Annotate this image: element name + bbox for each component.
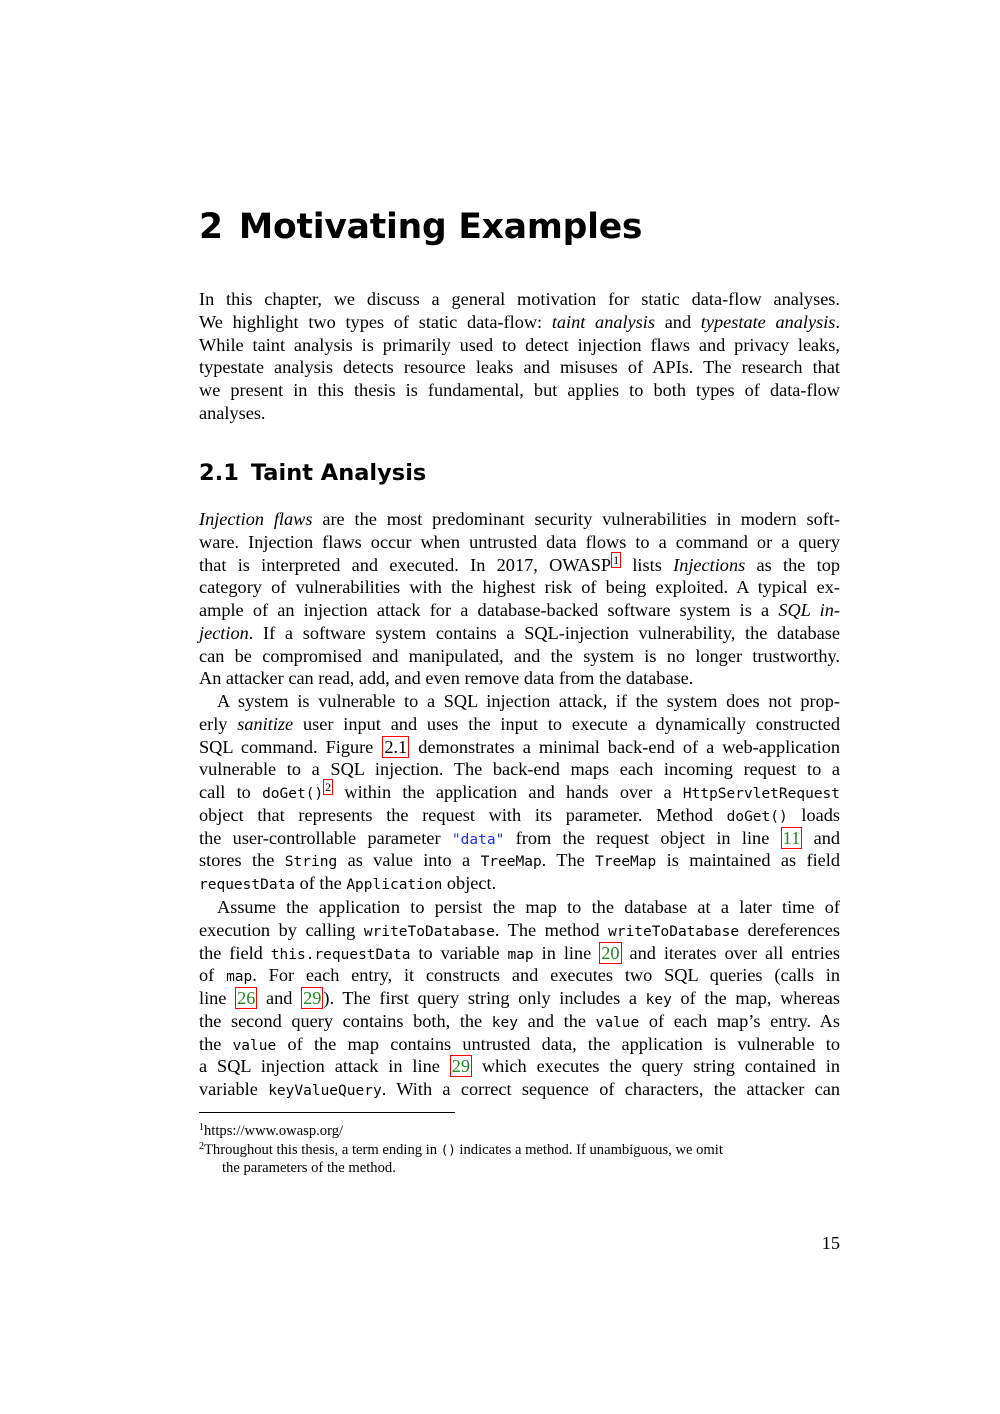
footnote-2: [199, 1138, 840, 1177]
text-run: the user-controllable parameter: [199, 827, 452, 848]
text-run: call to: [199, 782, 263, 802]
text-line: vulnerable to a SQL injection. The back-end maps each incoming request to a: [199, 759, 840, 780]
emphasis-taint-analysis: taint analysis: [551, 311, 655, 332]
code-map: map: [226, 969, 253, 986]
page-number: 15: [821, 1233, 840, 1253]
line-ref-29[interactable]: 29: [451, 1056, 471, 1077]
chapter-title: [199, 207, 642, 247]
text-line: [199, 781, 840, 804]
line-ref-26[interactable]: 26: [237, 988, 256, 1008]
section-title-text: Taint Analysis: [250, 460, 427, 486]
line-ref-20[interactable]: 20: [601, 942, 620, 963]
emphasis-jection: jection: [199, 622, 249, 643]
emphasis-injection-flaws: Injection flaws: [199, 509, 313, 529]
footnote-rule: [199, 1112, 455, 1113]
text-line: [199, 1055, 840, 1078]
code-string: String: [284, 854, 338, 871]
footnote-link-owasp[interactable]: https://www.owasp.org/: [204, 1123, 344, 1139]
code-writetodatabase: writeToDatabase: [608, 923, 740, 940]
text-line: typestate analysis detects resource leaks and misuses of APIs. The research that: [199, 357, 840, 378]
code-string-data: "data": [451, 831, 505, 848]
line-ref-11[interactable]: 11: [782, 827, 801, 848]
text-run: to variable: [410, 942, 508, 963]
text-line: [199, 987, 840, 1010]
text-run: line: [199, 988, 236, 1008]
text-run: a SQL injection attack in line: [199, 1056, 450, 1077]
text-run: are the most predominant security vulnerabilities in modern soft-: [312, 509, 840, 529]
paragraph-injection-flaws: [199, 508, 840, 690]
text-run: object that represents the request with its parameter. Method: [199, 804, 727, 825]
code-doget: doGet(): [726, 808, 788, 825]
text-run: of: [199, 965, 227, 986]
footnote-1: [199, 1119, 840, 1140]
text-run: and: [654, 311, 701, 332]
text-run: which executes the query string contained in: [472, 1056, 841, 1077]
text-line: [199, 554, 840, 577]
text-line: [199, 804, 840, 827]
text-line: While taint analysis is primarily used to detect injection flaws and privacy leaks,: [199, 334, 840, 355]
text-run: indicates a method. If unambiguous, we omit: [455, 1142, 723, 1158]
section-number: 2.1: [199, 460, 239, 486]
text-line: [199, 1078, 840, 1101]
footnote-line: the parameters of the method.: [222, 1160, 396, 1176]
text-run: of the map, whereas: [671, 988, 840, 1008]
text-run: of each map’s entry. As: [639, 1010, 840, 1031]
text-line: analyses.: [199, 402, 266, 423]
code-writetodatabase: writeToDatabase: [363, 923, 495, 940]
emphasis-typestate-analysis: typestate analysis: [700, 311, 836, 332]
code-this-requestdata: this.requestData: [270, 946, 411, 963]
text-run: variable: [199, 1079, 269, 1099]
text-run: .: [835, 311, 840, 332]
code-keyvaluequery: keyValueQuery: [268, 1083, 382, 1099]
text-run: . The method: [494, 919, 609, 940]
chapter-number: 2: [199, 207, 223, 247]
text-line: ware. Injection flaws occur when untrusted data flows to a command or a query: [199, 531, 840, 552]
text-run: . With a correct sequence of characters, the attacker can: [381, 1079, 840, 1099]
text-line: [199, 622, 840, 645]
text-line: [199, 508, 840, 531]
text-line: [199, 827, 840, 850]
text-run: ). The first query string only includes a: [323, 988, 646, 1008]
paragraph-write-to-database: [199, 896, 840, 1101]
text-run: the field: [199, 942, 271, 963]
figure-ref-2-1[interactable]: 2.1: [384, 736, 408, 757]
text-run: We highlight two types of static data-flow:: [199, 311, 552, 332]
text-run: the second query contains both, the: [199, 1010, 492, 1031]
footnote-mark: 2: [199, 1141, 204, 1152]
text-run: erly: [199, 713, 238, 734]
text-run: and the: [517, 1010, 596, 1031]
text-run: and: [802, 827, 841, 848]
text-line: A system is vulnerable to a SQL injection attack, if the system does not prop-: [217, 691, 840, 711]
section-title: [199, 460, 426, 486]
text-line: [199, 1010, 840, 1033]
text-run: SQL command. Figure: [199, 736, 382, 757]
emphasis-injections: Injections: [673, 554, 746, 575]
text-run: is maintained as field: [656, 850, 840, 871]
text-run: as value into a: [337, 850, 481, 871]
text-run: . The: [541, 850, 596, 871]
text-line: An attacker can read, add, and even remove data from the database.: [199, 668, 694, 689]
code-parens: (): [440, 1142, 456, 1157]
footnote-ref-2[interactable]: 2: [325, 780, 332, 794]
text-line: category of vulnerabilities with the highest risk of being exploited. A typical ex-: [199, 577, 840, 598]
text-run: user input and uses the input to execute a dynamically constructed: [293, 713, 840, 734]
text-line: [199, 942, 840, 965]
intro-paragraph: [199, 288, 840, 425]
text-line: [199, 311, 840, 334]
text-line: In this chapter, we discuss a general motivation for static data-flow analyses.: [199, 289, 840, 309]
text-run: that is interpreted and executed. In 2017, OWASP: [199, 554, 612, 575]
text-line: [199, 849, 840, 872]
text-run: lists: [621, 554, 674, 575]
code-application: Application: [346, 877, 443, 893]
code-key: key: [491, 1014, 518, 1031]
text-run: Throughout this thesis, a term ending in: [204, 1142, 441, 1158]
code-map: map: [507, 946, 534, 963]
text-line: [199, 872, 840, 895]
text-line: [199, 599, 840, 622]
text-run: the: [199, 1033, 233, 1054]
code-value: value: [232, 1037, 277, 1054]
text-run: of the map contains untrusted data, the application is vulnerable to: [276, 1033, 840, 1054]
emphasis-sql-injection: SQL in-: [778, 600, 840, 620]
text-line: we present in this thesis is fundamental, but applies to both types of data-flow: [199, 380, 840, 400]
text-run: within the application and hands over a: [333, 782, 683, 802]
text-line: [199, 964, 840, 987]
emphasis-sanitize: sanitize: [237, 713, 294, 734]
text-line: can be compromised and manipulated, and the system is no longer trustworthy.: [199, 645, 840, 666]
text-run: and iterates over all entries: [621, 942, 841, 963]
text-run: ample of an injection attack for a database-backed software system is a: [199, 600, 779, 620]
text-run: demonstrates a minimal back-end of a web-application: [410, 736, 840, 757]
code-treemap: TreeMap: [480, 854, 542, 871]
text-line: [199, 713, 840, 736]
text-line: [199, 736, 840, 759]
footnote-mark: 1: [199, 1122, 204, 1133]
footnote-ref-1[interactable]: 1: [613, 552, 620, 567]
code-key: key: [645, 992, 672, 1008]
text-run: . For each entry, it constructs and executes two SQL queries (calls in: [252, 965, 840, 986]
text-run: dereferences: [739, 919, 840, 940]
text-line: [199, 1033, 840, 1056]
text-run: . If a software system contains a SQL-injection vulnerability, the database: [248, 622, 840, 643]
text-run: in line: [533, 942, 600, 963]
text-run: and: [257, 988, 302, 1008]
chapter-title-text: Motivating Examples: [238, 207, 643, 247]
text-run: object.: [442, 873, 497, 893]
paragraph-sql-injection: [199, 690, 840, 895]
text-run: execution by calling: [199, 919, 364, 940]
code-value: value: [595, 1014, 640, 1031]
text-run: as the top: [745, 554, 840, 575]
text-run: of the: [295, 873, 347, 893]
text-run: loads: [787, 804, 840, 825]
code-treemap: TreeMap: [595, 854, 657, 871]
text-line: [199, 919, 840, 942]
code-doget: doGet(): [262, 786, 324, 802]
code-httpservletrequest: HttpServletRequest: [682, 786, 841, 802]
text-run: from the request object in line: [504, 827, 781, 848]
code-requestdata: requestData: [199, 877, 296, 893]
text-run: stores the: [199, 850, 285, 871]
line-ref-29[interactable]: 29: [303, 988, 322, 1008]
footnote-line: [199, 1138, 840, 1159]
text-line: Assume the application to persist the map to the database at a later time of: [217, 897, 840, 917]
